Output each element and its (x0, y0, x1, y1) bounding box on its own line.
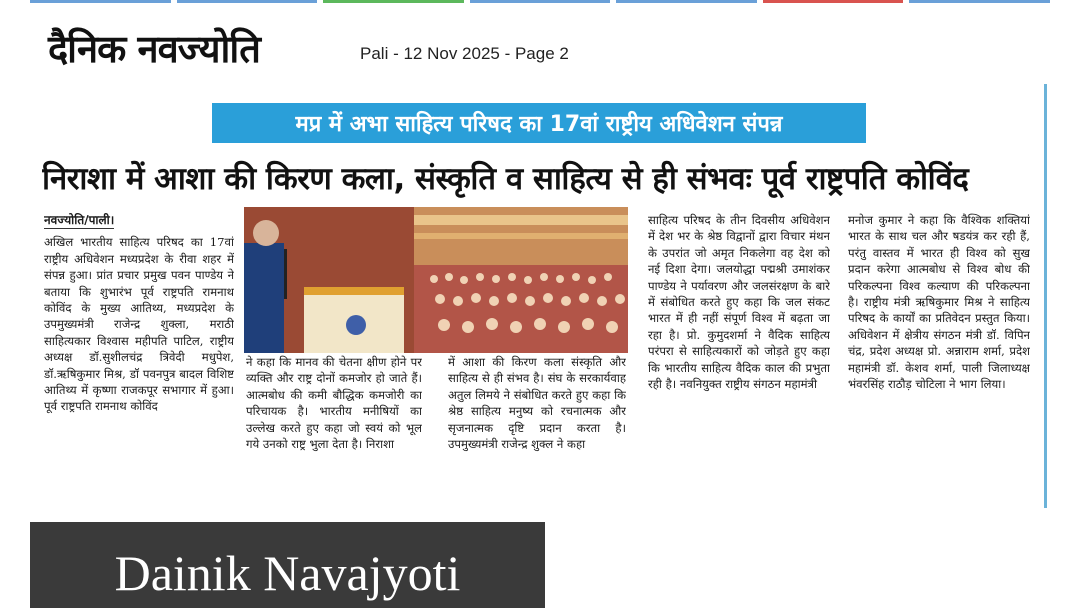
column-4-text: साहित्य परिषद के तीन दिवसीय अधिवेशन में देश भर के श्रेष्ठ विद्वानों द्वारा विचार मंथन के उपरांत जो अमृत निकलेगा वह देश को नई दिशा देगा। जलयोद्धा पद्मश्री उमाशंकर पाण्डेय ने पर्यावरण और जलसंरक्षण के बारे में संबोधित करते हुए कहा कि जल संकट भारत में ही नहीं संपूर्ण विश्व में बढ़ता जा रहा है। प्रो. कुमुदशर्मा ने वैदिक साहित्य परंपरा से साहित्यकारों को जोड़ते हुए कहा कि भारतीय साहित्य वैदिक काल की प्रभुता रही है। नवनियुक्त राष्ट्रीय संगठन महामंत्री (648, 213, 830, 392)
newspaper-masthead: दैनिक नवज्योति (48, 26, 260, 71)
column-rule (1044, 84, 1047, 508)
article-column-2 (246, 354, 422, 490)
column-2-text: ने कहा कि मानव की चेतना क्षीण होने पर व्यक्ति और राष्ट्र दोनों कमजोर हो जाते हैं। आत्मबोध की कमी बौद्धिक कमजोरी का परिचायक है। भारतीय मनीषियों का उल्लेख करते हुए कहा जो स्वयं को भूल गये उनको राष्ट्र भुला देता है। निराशा (246, 355, 422, 452)
top-color-strip (30, 0, 1050, 4)
article-dateline: नवज्योति/पाली। (44, 212, 114, 229)
article-kicker: मप्र में अभा साहित्य परिषद का 17वां राष्ट्रीय अधिवेशन संपन्न (212, 103, 866, 143)
column-3-text: में आशा की किरण कला संस्कृति और साहित्य से ही संभव है। संघ के सरकार्यवाह अतुल लिमये ने संबोधित करते हुए कहा कि श्रेष्ठ साहित्य मनुष्य को रचनात्मक और सृजनात्मक दृष्टि प्रदान करता है। उपमुख्यमंत्री राजेन्द्र शुक्ल ने कहा (448, 355, 626, 452)
brand-caption: Dainik Navajyoti (30, 522, 545, 608)
edition-info: Pali - 12 Nov 2025 - Page 2 (360, 44, 569, 63)
event-photo (244, 207, 628, 353)
article-column-4 (648, 212, 830, 490)
column-5-text: मनोज कुमार ने कहा कि वैश्विक शक्तियां भारत के साथ चल और षडयंत्र कर रही हैं, परंतु वास्तव में भारत ही विश्व को सुख प्रदान करेगा आत्मबोध से विश्व बोध की परिकल्पना विश्व कल्याण की परिकल्पना है। राष्ट्रीय मंत्री ऋषिकुमार मिश्र ने साहित्य परिषद के कार्यों का प्रतिवेदन प्रस्तुत किया। अधिवेशन में क्षेत्रीय संगठन मंत्री डॉ. विपिन चंद्र, प्रदेश अध्यक्ष प्रो. अन्नाराम शर्मा, प्रदेश महामंत्री डॉ. केशव शर्मा, पाली जिलाध्यक्ष भंवरसिंह राठौड़ चोटिला ने भाग लिया। (848, 213, 1030, 392)
article-column-3 (448, 354, 626, 490)
article-column-5 (848, 212, 1030, 490)
article-column-1 (44, 212, 234, 490)
column-1-text: अखिल भारतीय साहित्य परिषद का 17वां राष्ट्रीय अधिवेशन मध्यप्रदेश के रीवा शहर में संपन्न हुआ। प्रांत प्रचार प्रमुख पवन पाण्डेय ने बताया कि शुभारंभ पूर्व राष्ट्रपति रामनाथ कोविंद के मुख्य आतिथ्य, मध्यप्रदेश के उपमुख्यमंत्री राजेन्द्र शुक्ला, मराठी साहित्यकार विश्वास महीपति पाटिल, राष्ट्रीय अध्यक्ष डॉ.सुशीलचंद्र त्रिवेदी मधुपेश, डॉ.ऋषिकुमार मिश्र, डॉ पवनपुत्र बादल विशिष्ट आतिथ्य में कृष्णा राजकपूर सभागार में हुआ। पूर्व राष्ट्रपति रामनाथ कोविंद (44, 235, 234, 414)
article-headline: निराशा में आशा की किरण कला, संस्कृति व साहित्य से ही संभवः पूर्व राष्ट्रपति कोविंद (42, 161, 969, 197)
